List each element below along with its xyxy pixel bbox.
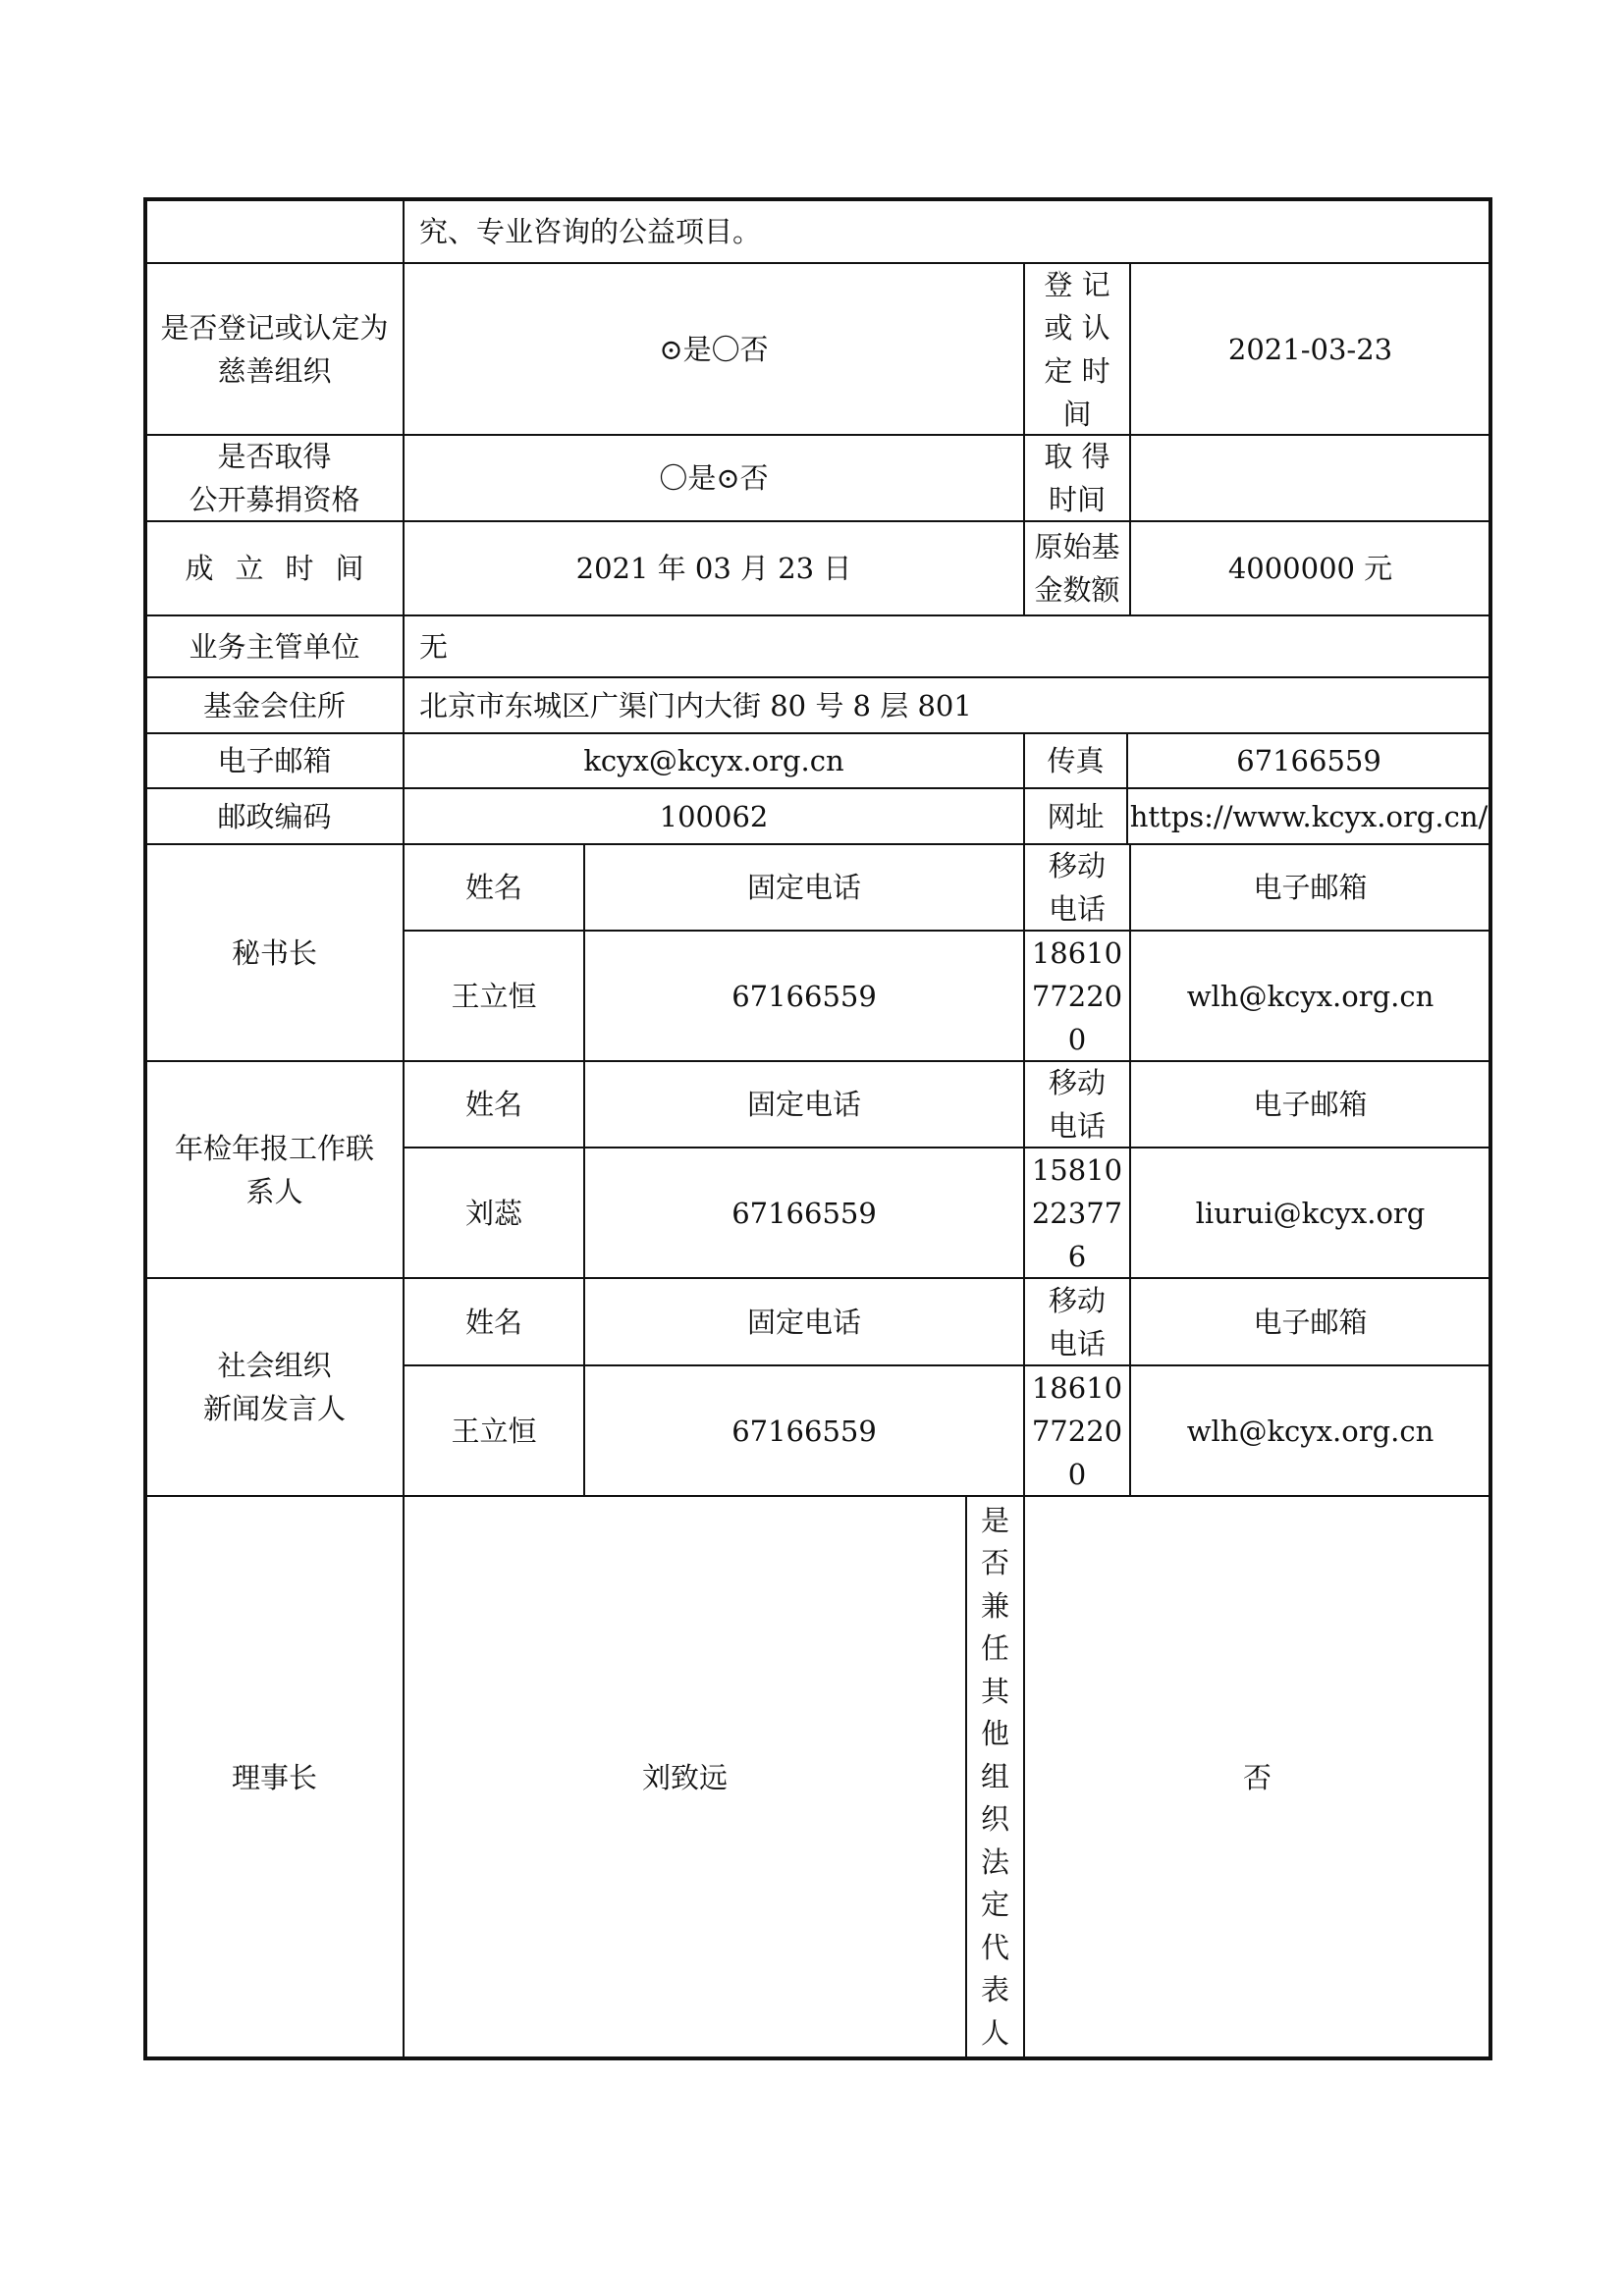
contact-phone: 67166559 — [731, 1196, 877, 1230]
email-value[interactable]: kcyx@kcyx.org.cn — [583, 744, 844, 777]
vertical-label-char: 法 — [980, 1844, 1009, 1879]
charity-label: 是否登记或认定为 慈善组织 — [160, 310, 389, 388]
charity-radio-group[interactable]: ⊙是〇否 — [659, 332, 769, 366]
founding-label: 成立时间 — [185, 552, 386, 585]
contact-email[interactable]: wlh@kcyx.org.cn — [1186, 1414, 1435, 1448]
concurrent-role-label — [966, 1496, 1024, 2058]
vertical-label-char: 表 — [980, 1973, 1009, 2007]
fund-amount-label: 原始基 金数额 — [1034, 530, 1120, 607]
contact-name: 王立恒 — [451, 1414, 537, 1448]
website-label: 网址 — [1047, 799, 1105, 833]
fax-value: 67166559 — [1236, 744, 1381, 777]
address-value: 北京市东城区广渠门内大街 80 号 8 层 801 — [419, 688, 972, 722]
contact-header-email: 电子邮箱 — [1253, 871, 1368, 904]
website-link[interactable]: https://www.kcyx.org.cn/ — [1129, 799, 1489, 833]
contact-header-name: 姓名 — [464, 871, 522, 904]
supervisor-value: 无 — [419, 629, 449, 664]
contact-header-mobile: 移动 电话 — [1048, 849, 1106, 926]
contact-header-email: 电子邮箱 — [1253, 1305, 1368, 1339]
contact-header-mobile: 移动 电话 — [1048, 1066, 1106, 1143]
vertical-label-char: 织 — [980, 1802, 1009, 1837]
contact-header-mobile: 移动 电话 — [1048, 1283, 1106, 1361]
charity-time-label: 登 记 或 认 定 时 间 — [1044, 267, 1110, 431]
contact-header-phone: 固定电话 — [746, 1305, 861, 1339]
fundraising-radio-group[interactable]: 〇是⊙否 — [659, 461, 769, 495]
contact-mobile: 18610 77220 0 — [1031, 935, 1123, 1056]
contact-phone: 67166559 — [731, 1414, 877, 1448]
fundraising-label: 是否取得 公开募捐资格 — [189, 440, 360, 516]
vertical-label-char: 兼 — [980, 1588, 1009, 1623]
founding-value: 2021 年 03 月 23 日 — [575, 552, 852, 585]
vertical-label-char: 否 — [980, 1546, 1009, 1580]
contact-name: 王立恒 — [451, 979, 537, 1013]
charity-time-value: 2021-03-23 — [1227, 332, 1393, 366]
supervisor-label: 业务主管单位 — [189, 629, 360, 664]
contact-name: 刘蕊 — [464, 1196, 522, 1230]
vertical-label-char: 定 — [980, 1888, 1009, 1922]
contact-header-name: 姓名 — [464, 1305, 522, 1339]
contact-role-spokesperson: 社会组织 新闻发言人 — [202, 1349, 346, 1425]
vertical-label-char: 其 — [980, 1674, 1009, 1708]
continuation-text: 究、专业咨询的公益项目。 — [419, 214, 762, 248]
fund-amount-value: 4000000 元 — [1227, 552, 1393, 585]
contact-role-annual-report: 年检年报工作联 系人 — [174, 1131, 374, 1208]
vertical-label-char: 是 — [980, 1503, 1009, 1537]
contact-header-name: 姓名 — [464, 1088, 522, 1121]
contact-mobile: 15810 22377 6 — [1031, 1152, 1123, 1273]
fundraising-time-label: 取 得 时间 — [1044, 440, 1110, 516]
vertical-label-char: 任 — [980, 1631, 1009, 1666]
contact-header-phone: 固定电话 — [746, 871, 861, 904]
chairman-name: 刘致远 — [641, 1760, 728, 1794]
contact-role-secretary-general: 秘书长 — [231, 935, 317, 970]
concurrent-role-value: 否 — [1242, 1760, 1272, 1794]
fax-label: 传真 — [1047, 744, 1105, 777]
vertical-label-char: 组 — [980, 1759, 1009, 1793]
contact-email[interactable]: liurui@kcyx.org — [1195, 1196, 1426, 1230]
email-label: 电子邮箱 — [217, 744, 332, 777]
contact-email[interactable]: wlh@kcyx.org.cn — [1186, 979, 1435, 1013]
vertical-label-char: 人 — [980, 2015, 1009, 2050]
contact-header-phone: 固定电话 — [746, 1088, 861, 1121]
contact-header-email: 电子邮箱 — [1253, 1088, 1368, 1121]
contact-mobile: 18610 77220 0 — [1031, 1370, 1123, 1491]
postcode-value: 100062 — [659, 799, 769, 833]
fundraising-time-value — [1130, 435, 1490, 521]
contact-phone: 67166559 — [731, 979, 877, 1013]
postcode-label: 邮政编码 — [217, 799, 332, 833]
address-label: 基金会住所 — [202, 688, 346, 722]
vertical-label-char: 他 — [980, 1717, 1009, 1751]
chairman-label: 理事长 — [231, 1760, 317, 1794]
vertical-label-char: 代 — [980, 1930, 1009, 1964]
